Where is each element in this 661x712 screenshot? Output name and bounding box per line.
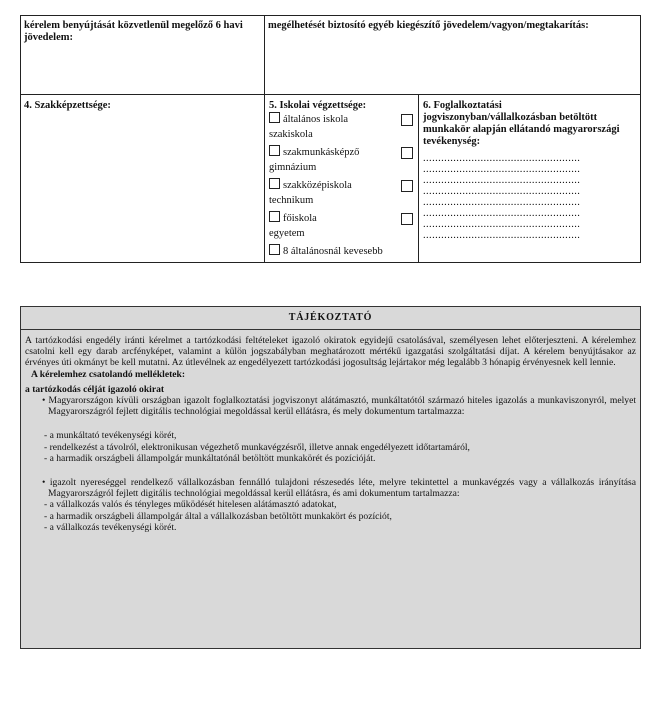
income-row [21,16,640,95]
employment-item: - a munkáltató tevékenységi körét, [44,430,177,442]
activity-line[interactable]: .................................................... [423,175,581,186]
education-option [269,129,414,142]
employment-item: - rendelkezést a távolról, elektronikusan végezhető munkavégzésről, illetve annak engedélyezett időtartamáról, [44,441,470,453]
business-item: - a harmadik országbeli állampolgár által a vállalkozásban betöltött munkakört és pozíciót, [44,510,392,522]
checkbox[interactable] [401,180,413,192]
previous-income-field[interactable] [21,16,265,94]
education-option [269,211,414,226]
checkbox[interactable] [269,112,280,123]
bullet-employment: • Magyarországon kívüli országban igazolt foglalkoztatási jogviszonyt alátámasztó, munkáltatótól származó hiteles igazolás a munkaviszonyról, melyet Magyarországról fejlett digitális technológiai megoldással kerül ellátásra, és mely dokumentum tartalmazza: [42,395,636,418]
form-table [20,15,641,263]
education-option [269,228,414,241]
employment-item: - a harmadik országbeli állampolgár munkáltatónál betöltött munkakörét és pozícióját. [44,452,376,464]
business-item: - a vállalkozás tevékenységi körét. [44,521,177,533]
education-option [269,195,414,208]
info-heading: TÁJÉKOZTATÓ [21,307,640,330]
business-item: - a vállalkozás valós és tényleges működését hitelesen alátámasztó adatokat, [44,499,337,511]
education-option-label: szakközépiskola [283,180,352,191]
activity-line[interactable]: .................................................... [423,219,581,230]
activity-line[interactable]: .................................................... [423,153,581,164]
business-items [25,499,636,533]
qualification-field[interactable] [21,94,265,263]
education-option-label: technikum [269,194,314,206]
qualification-row [21,94,640,263]
education-option [269,145,414,160]
education-option [269,162,414,175]
activity-line[interactable]: .................................................... [423,208,581,219]
previous-income-label: kérelem benyújtását közvetlenül megelőző 6 havi jövedelem: [24,20,243,43]
activity-line[interactable]: .................................................... [423,164,581,175]
checkbox[interactable] [401,213,413,225]
activity-title: 6. Foglalkoztatási jogviszonyban/vállalkozásban betöltött munkakör alapján ellátandó magyarországi tevékenység: [423,100,620,147]
checkbox[interactable] [269,178,280,189]
education-option-label: általános iskola [283,114,349,125]
activity-line[interactable]: .................................................... [423,197,581,208]
info-body [21,330,640,533]
checkbox[interactable] [401,114,413,126]
attachments-title: A kérelemhez csatolandó mellékletek: [31,368,186,380]
education-option-label: gimnázium [269,161,317,173]
education-option [269,178,414,193]
purpose-title: a tartózkodás célját igazoló okirat [25,383,165,395]
checkbox[interactable] [269,211,280,222]
education-option-label: egyetem [269,227,305,239]
education-options [269,112,414,259]
employment-items [25,430,636,464]
education-title: 5. Iskolai végzettsége: [269,100,367,111]
info-intro: A tartózkodási engedély iránti kérelmet a tartózkodási feltételeket igazoló okiratok egyidejű csatolásával, személyesen lehet előterjeszteni. A kérelemhez csatolni kell egy darab arcfényképet, valamint a külön jogszabályban meghatározott mértékű igazgatási szolgáltatási díjat. A kérelem benyújtásakor az érvényes úti okmányt be kell mutatni. Az útlevélnek az engedélyezett tartózkodási jogosultság lejártakor még legalább 3 hónapig érvényesnek kell lennie. [25,335,636,369]
supplementary-income-field[interactable] [265,16,640,94]
checkbox[interactable] [401,147,413,159]
education-section [265,94,419,263]
bullet-business: • igazolt nyereséggel rendelkező vállalkozásban fennálló tulajdoni részesedés léte, melyre tekintettel a munkavégzés vagy a vállalkozás irányítása Magyarországról fejlett digitális technológiai megoldással kerül ellátásra, és ami dokumentum tartalmazza: [42,477,636,500]
education-option-label: szakiskola [269,128,313,140]
qualification-label: 4. Szakképzettsége: [24,100,111,111]
supplementary-income-label: megélhetését biztosító egyéb kiegészítő jövedelem/vagyon/megtakarítás: [268,20,589,31]
activity-section [419,94,640,263]
checkbox[interactable] [269,244,280,255]
checkbox[interactable] [269,145,280,156]
activity-line[interactable]: .................................................... [423,230,581,241]
education-option-label: 8 általánosnál kevesebb [283,246,383,257]
education-option [269,112,414,127]
education-option-label: főiskola [283,213,317,224]
education-option [269,244,414,259]
info-box [20,306,641,649]
activity-lines[interactable] [423,153,636,241]
education-option-label: szakmunkásképző [283,147,360,158]
activity-line[interactable]: .................................................... [423,186,581,197]
